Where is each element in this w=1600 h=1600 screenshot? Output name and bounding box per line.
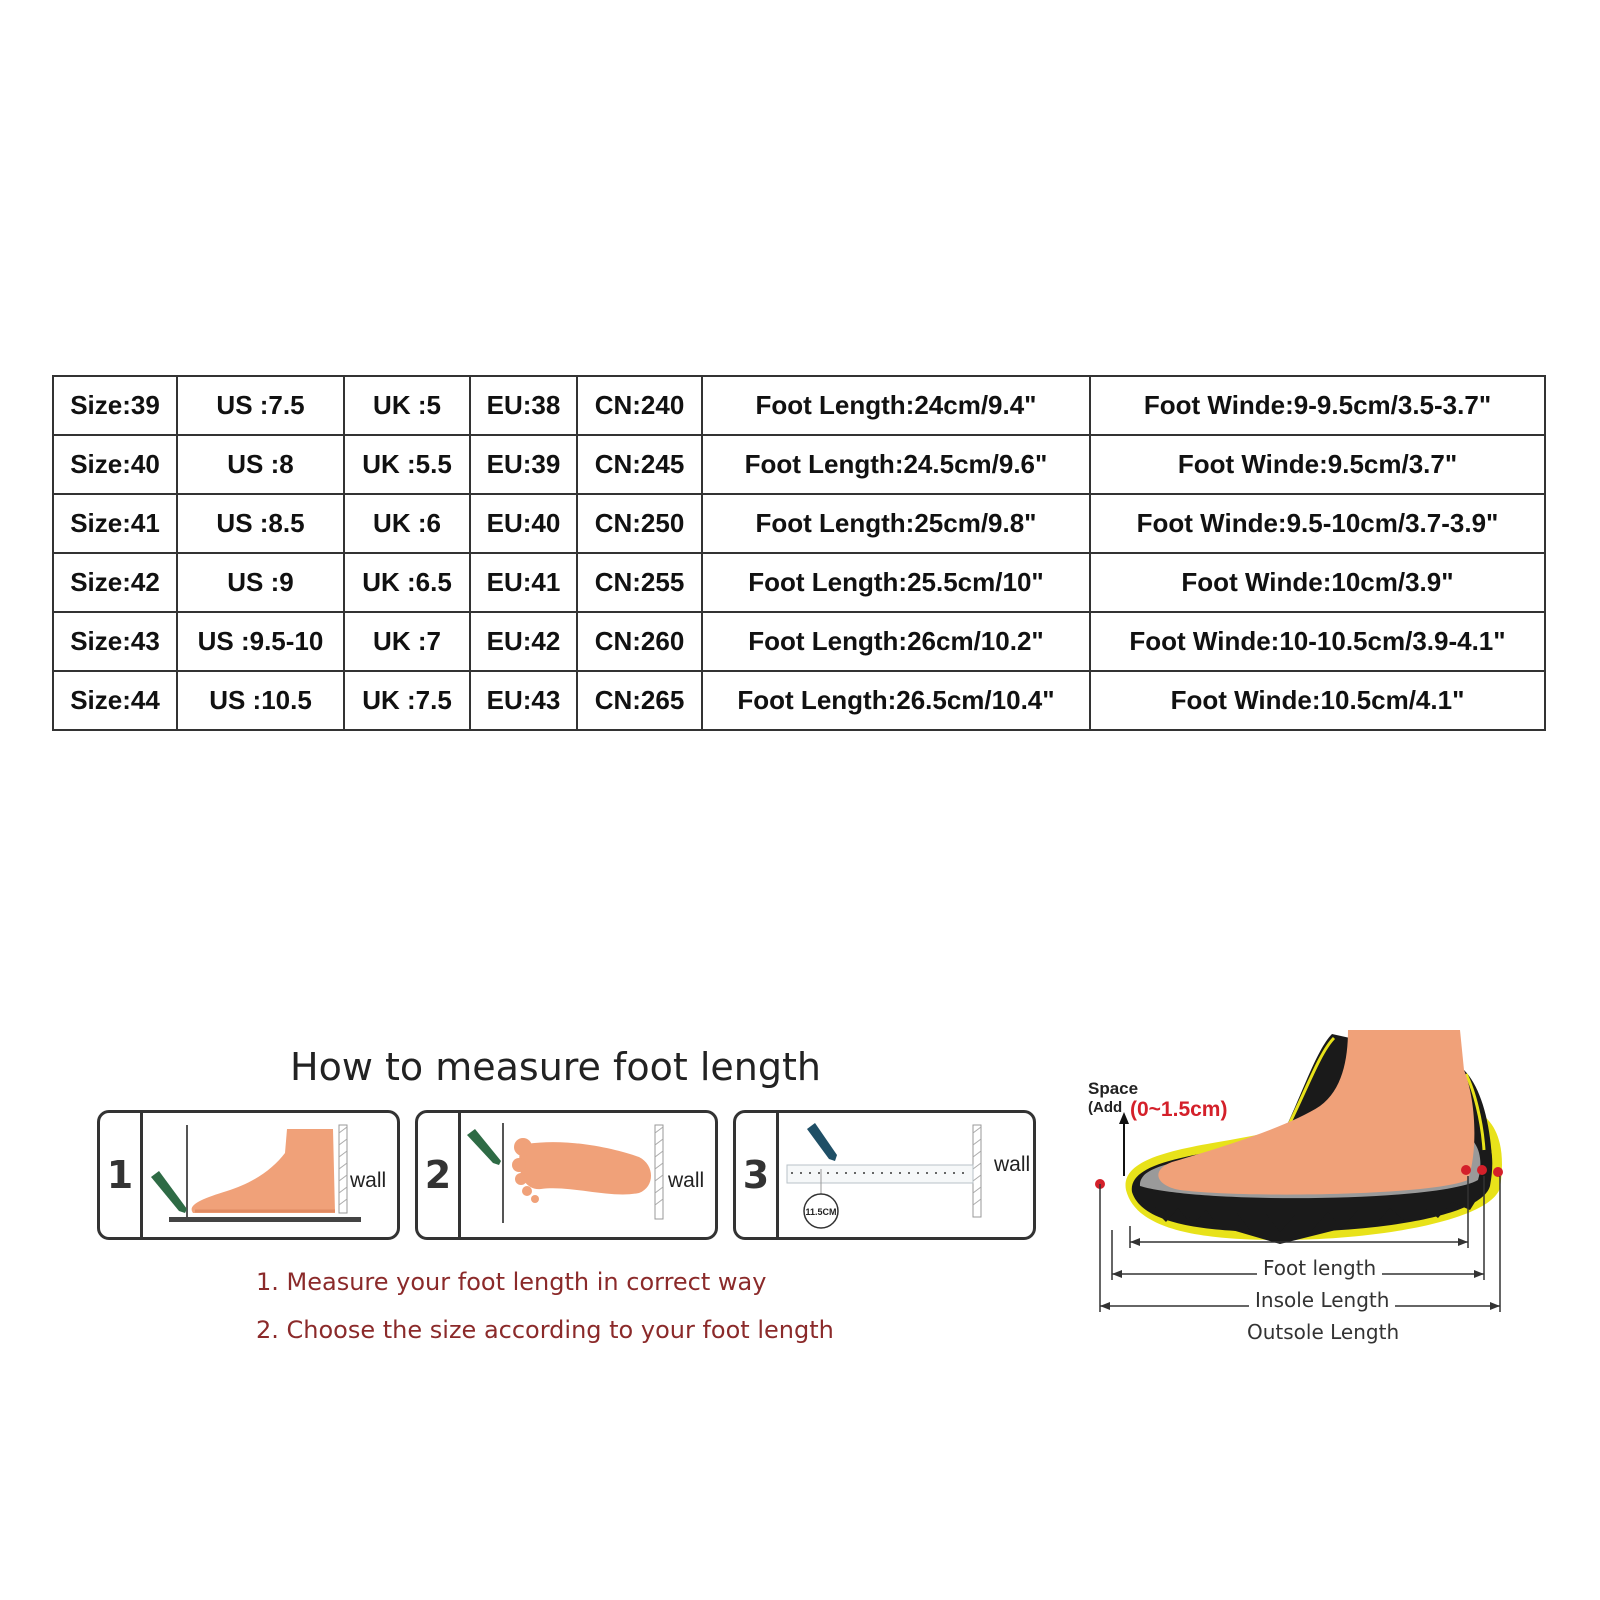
foot-length-label: Foot length: [1257, 1256, 1382, 1280]
table-cell: EU:42: [470, 612, 577, 671]
step-3-panel: [733, 1110, 1036, 1240]
table-cell: US :8: [177, 435, 344, 494]
table-cell: UK :6.5: [344, 553, 470, 612]
step-number-cell: [736, 1113, 779, 1237]
table-cell: Size:42: [53, 553, 177, 612]
table-row: [53, 671, 1545, 730]
table-cell: Foot Length:25cm/9.8": [702, 494, 1090, 553]
table-cell: Foot Winde:10.5cm/4.1": [1090, 671, 1545, 730]
table-cell: Foot Winde:10-10.5cm/3.9-4.1": [1090, 612, 1545, 671]
table-cell: CN:265: [577, 671, 702, 730]
table-cell: Foot Winde:9-9.5cm/3.5-3.7": [1090, 376, 1545, 435]
wall-label: wall: [994, 1153, 1031, 1176]
table-cell: UK :5.5: [344, 435, 470, 494]
table-cell: CN:240: [577, 376, 702, 435]
step-number: 3: [742, 1153, 770, 1197]
step-number: 2: [424, 1153, 452, 1197]
step-number: 1: [106, 1153, 134, 1197]
table-cell: Foot Length:25.5cm/10": [702, 553, 1090, 612]
table-cell: UK :7: [344, 612, 470, 671]
table-cell: UK :5: [344, 376, 470, 435]
insole-length-label: Insole Length: [1249, 1288, 1395, 1312]
table-cell: Foot Length:26.5cm/10.4": [702, 671, 1090, 730]
table-cell: US :9.5-10: [177, 612, 344, 671]
table-cell: EU:43: [470, 671, 577, 730]
step-2-panel: [415, 1110, 718, 1240]
table-cell: EU:39: [470, 435, 577, 494]
table-cell: EU:40: [470, 494, 577, 553]
table-cell: US :9: [177, 553, 344, 612]
table-cell: Foot Winde:9.5-10cm/3.7-3.9": [1090, 494, 1545, 553]
table-cell: CN:250: [577, 494, 702, 553]
step-number-cell: [418, 1113, 461, 1237]
table-cell: Size:43: [53, 612, 177, 671]
space-title: Space: [1088, 1079, 1139, 1098]
table-row: [53, 494, 1545, 553]
outsole-length-label: Outsole Length: [1241, 1320, 1405, 1344]
table-cell: Foot Winde:10cm/3.9": [1090, 553, 1545, 612]
table-cell: Foot Winde:9.5cm/3.7": [1090, 435, 1545, 494]
step-number-cell: [100, 1113, 143, 1237]
table-row: [53, 376, 1545, 435]
wall-label: wall: [668, 1169, 705, 1192]
table-cell: CN:255: [577, 553, 702, 612]
table-cell: CN:260: [577, 612, 702, 671]
table-cell: Size:44: [53, 671, 177, 730]
table-cell: UK :7.5: [344, 671, 470, 730]
table-cell: US :10.5: [177, 671, 344, 730]
table-row: [53, 553, 1545, 612]
table-cell: US :7.5: [177, 376, 344, 435]
instruction-1: 1. Measure your foot length in correct way: [256, 1268, 767, 1296]
table-row: [53, 612, 1545, 671]
table-cell: Foot Length:26cm/10.2": [702, 612, 1090, 671]
measure-title: How to measure foot length: [290, 1045, 821, 1089]
space-add-text: (Add: [1088, 1099, 1123, 1116]
space-range: (0~1.5cm): [1130, 1098, 1228, 1121]
table-cell: CN:245: [577, 435, 702, 494]
table-cell: Size:40: [53, 435, 177, 494]
size-chart-table: [52, 375, 1546, 731]
table-cell: Size:39: [53, 376, 177, 435]
step-1-panel: [97, 1110, 400, 1240]
ruler-label: 11.5CM: [805, 1207, 837, 1217]
table-cell: Foot Length:24.5cm/9.6": [702, 435, 1090, 494]
table-row: [53, 435, 1545, 494]
table-cell: UK :6: [344, 494, 470, 553]
table-cell: EU:38: [470, 376, 577, 435]
table-cell: US :8.5: [177, 494, 344, 553]
table-cell: EU:41: [470, 553, 577, 612]
wall-label: wall: [350, 1169, 387, 1192]
instruction-2: 2. Choose the size according to your foot length: [256, 1316, 834, 1344]
table-cell: Size:41: [53, 494, 177, 553]
table-cell: Foot Length:24cm/9.4": [702, 376, 1090, 435]
